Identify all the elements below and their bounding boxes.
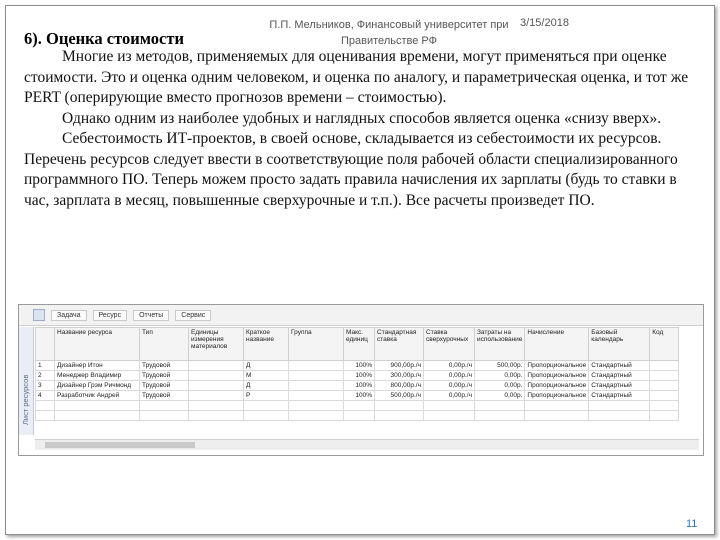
toolbar-item-tools: Сервис — [175, 310, 211, 321]
slide-body — [24, 47, 696, 211]
table-cell: 500,00р./ч — [375, 391, 424, 401]
table-cell: Менеджер Владимир — [55, 371, 140, 381]
paragraph-bottom-up: Однако одним из наиболее удобных и наглядных способов является оценка «снизу вверх». — [62, 109, 662, 127]
table-cell: Стандартный — [589, 381, 650, 391]
table-cell — [189, 391, 244, 401]
paragraph-methods: Многие из методов, применяемых для оценивания времени, могут применяться при оценке стоимости. Это и оценка одним человеком, и оценка по аналогу, и параметрическая оценка, и тот же PERT (оперирующие вместо прогнозов времени – стоимостью). — [24, 48, 689, 106]
table-row — [36, 361, 679, 371]
table-cell: Стандартный — [589, 371, 650, 381]
table-cell: 0,00р. — [475, 391, 525, 401]
table-cell: Пропорциональное — [525, 371, 589, 381]
table-cell: 100% — [344, 361, 375, 371]
table-cell — [289, 391, 344, 401]
table-cell: 0,00р./ч — [424, 381, 475, 391]
column-header: Единицы измерения материалов — [189, 328, 244, 361]
table-cell: Разработчик Андрей — [55, 391, 140, 401]
table-cell: Стандартный — [589, 391, 650, 401]
table-cell: 100% — [344, 381, 375, 391]
table-cell — [189, 371, 244, 381]
header-author: П.П. Мельников, Финансовый университет при Правительстве РФ — [269, 19, 509, 47]
table-cell: 500,00р. — [475, 361, 525, 371]
table-cell — [289, 371, 344, 381]
toolbar-icon — [33, 309, 45, 321]
table-cell: Трудовой — [140, 371, 189, 381]
column-header: Краткое название — [244, 328, 289, 361]
table-cell: Д — [244, 381, 289, 391]
table-cell — [289, 361, 344, 371]
column-header — [36, 328, 55, 361]
table-cell: 1 — [36, 361, 55, 371]
table-cell: 0,00р./ч — [424, 361, 475, 371]
table-cell: 300,00р./ч — [375, 371, 424, 381]
column-header: Начисление — [525, 328, 589, 361]
table-row — [36, 391, 679, 401]
page-number: 11 — [686, 518, 698, 530]
table-cell — [650, 391, 679, 401]
view-side-label: Лист ресурсов — [19, 327, 34, 435]
toolbar-item-resource: Ресурс — [93, 310, 128, 321]
table-cell: 100% — [344, 391, 375, 401]
slide-title: 6). Оценка стоимости — [24, 29, 184, 48]
table-cell: Д — [244, 361, 289, 371]
table-row — [36, 381, 679, 391]
table-cell: 2 — [36, 371, 55, 381]
horizontal-scrollbar — [35, 439, 699, 450]
table-cell: Трудовой — [140, 361, 189, 371]
column-header: Тип — [140, 328, 189, 361]
table-cell: 0,00р. — [475, 381, 525, 391]
resource-sheet-screenshot — [18, 304, 704, 456]
table-cell: Дизайнер Итон — [55, 361, 140, 371]
table-cell: Пропорциональное — [525, 361, 589, 371]
column-header: Стандартная ставка — [375, 328, 424, 361]
column-header: Код — [650, 328, 679, 361]
table-cell: 0,00р./ч — [424, 371, 475, 381]
column-header: Затраты на использование — [475, 328, 525, 361]
column-header: Название ресурса — [55, 328, 140, 361]
embedded-toolbar — [19, 305, 703, 326]
table-cell: Трудовой — [140, 381, 189, 391]
table-cell — [650, 371, 679, 381]
column-header: Макс. единиц — [344, 328, 375, 361]
table-cell: Пропорциональное — [525, 381, 589, 391]
table-cell: 900,00р./ч — [375, 361, 424, 371]
table-cell — [650, 381, 679, 391]
table-cell: Дизайнер Грэм Ричмонд — [55, 381, 140, 391]
column-header: Ставка сверхурочных — [424, 328, 475, 361]
column-header: Группа — [289, 328, 344, 361]
table-cell — [189, 381, 244, 391]
table-cell: М — [244, 371, 289, 381]
table-cell: Стандартный — [589, 361, 650, 371]
table-cell: Пропорциональное — [525, 391, 589, 401]
header-date: 3/15/2018 — [520, 17, 569, 29]
table-row-empty — [36, 411, 679, 421]
table-cell: 100% — [344, 371, 375, 381]
slide-frame — [5, 5, 715, 535]
table-cell — [289, 381, 344, 391]
table-cell: 0,00р. — [475, 371, 525, 381]
table-cell — [650, 361, 679, 371]
table-row-empty — [36, 401, 679, 411]
column-header: Базовый календарь — [589, 328, 650, 361]
table-cell: 0,00р./ч — [424, 391, 475, 401]
resource-table-header — [36, 328, 679, 361]
table-row — [36, 371, 679, 381]
table-cell: Трудовой — [140, 391, 189, 401]
table-cell: 800,00р./ч — [375, 381, 424, 391]
paragraph-cost: Себестоимость ИТ-проектов, в своей основе, складывается из себестоимости их ресурсов. Перечень ресурсов следует ввести в соответствующие поля рабочей области специализированного программного ПО. Теперь можем просто задать правила начисления их зарплаты (будь то ставки в час, зарплата в месяц, повышенные сверхурочные и т.п.). Все расчеты произведет ПО. — [24, 130, 678, 209]
toolbar-item-reports: Отчеты — [133, 310, 169, 321]
table-cell: 4 — [36, 391, 55, 401]
table-cell: 3 — [36, 381, 55, 391]
table-cell — [189, 361, 244, 371]
toolbar-item-task: Задача — [51, 310, 87, 321]
table-cell: Р — [244, 391, 289, 401]
scrollbar-thumb — [45, 442, 195, 448]
resource-table — [35, 327, 679, 421]
